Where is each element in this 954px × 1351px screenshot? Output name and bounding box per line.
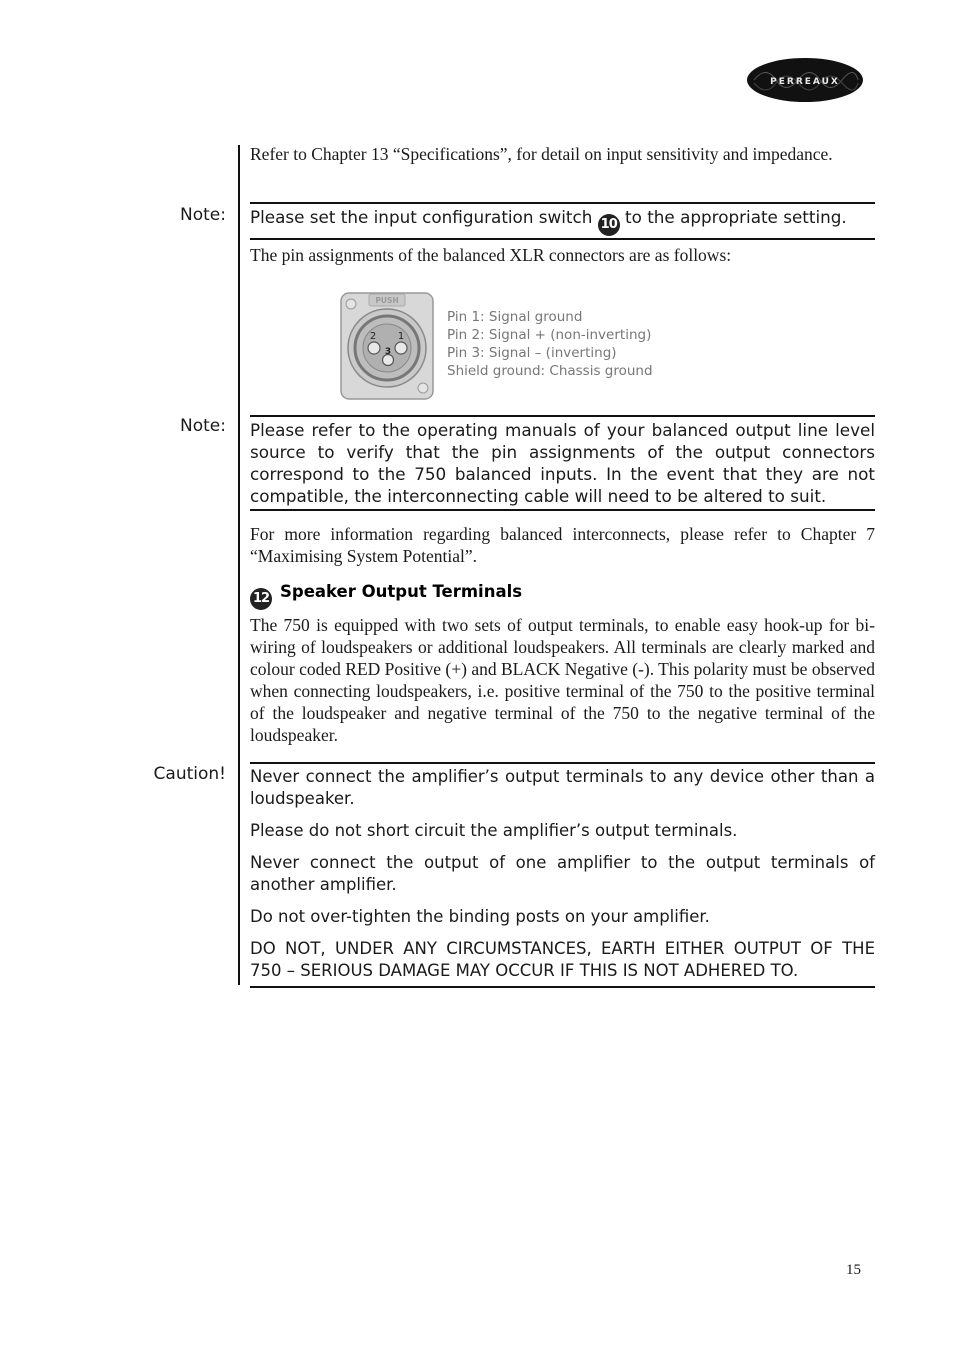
more-info-paragraph: For more information regarding balanced interconnects, please refer to Chapter 7 “Maximising System Potential”. [250, 524, 875, 566]
page-number: 15 [846, 1262, 861, 1278]
note1-text-after: to the appropriate setting. [619, 207, 847, 227]
pin-assignment-item: Pin 1: Signal ground [447, 309, 583, 325]
logo-text: PERREAUX [770, 77, 840, 87]
speaker-paragraph: The 750 is equipped with two sets of output terminals, to enable easy hook-up for bi-wiring of loudspeakers or additional loudspeakers. All terminals are clearly marked and colour coded RED Positive (+) and BLACK Negative (-). This polarity must be observed when connecting loudspeakers, i.e. positive terminal of the 750 to the positive terminal of the loudspeaker and negative terminal of the 750 to the negative terminal of the loudspeaker. [250, 615, 875, 745]
perreaux-logo [746, 57, 864, 103]
number-badge-10: 10 [598, 214, 620, 236]
caution-item: Do not over-tighten the binding posts on your amplifier. [250, 907, 710, 926]
pin-assignment-item: Pin 2: Signal + (non-inverting) [447, 327, 652, 343]
push-label: PUSH [375, 296, 399, 305]
speaker-section-heading [250, 582, 522, 610]
note1-text-before: Please set the input configuration switch [250, 207, 598, 227]
pin-intro-paragraph: The pin assignments of the balanced XLR connectors are as follows: [250, 245, 732, 265]
note-label-2: Note: [180, 416, 226, 436]
caution-item: DO NOT, UNDER ANY CIRCUMSTANCES, EARTH EITHER OUTPUT OF THE 750 – SERIOUS DAMAGE MAY OCCUR IF THIS IS NOT ADHERED TO. [250, 939, 875, 980]
note-box-2: Please refer to the operating manuals of your balanced output line level source to verify that the pin assignments of the output connectors correspond to the 750 balanced inputs. In the event that they are not compatible, the interconnecting cable will need to be altered to suit. [250, 415, 875, 511]
caution-item: Never connect the output of one amplifier to the output terminals of another amplifier. [250, 853, 875, 894]
xlr-pin-3-label: 3 [384, 347, 392, 357]
note-label-1: Note: [180, 205, 226, 225]
pin-assignment-item: Shield ground: Chassis ground [447, 363, 653, 379]
pin-assignment-list [447, 308, 653, 380]
margin-rule [238, 145, 240, 985]
number-badge-12: 12 [250, 588, 272, 610]
caution-item: Please do not short circuit the amplifier’s output terminals. [250, 821, 738, 840]
note-box-1 [250, 202, 875, 240]
xlr-connector-diagram [340, 292, 434, 400]
xlr-pin-1-label: 1 [397, 331, 405, 342]
caution-item: Never connect the amplifier’s output terminals to any device other than a loudspeaker. [250, 767, 875, 808]
caution-box [250, 762, 875, 988]
caution-label: Caution! [153, 764, 226, 784]
intro-paragraph: Refer to Chapter 13 “Specifications”, for detail on input sensitivity and impedance. [250, 144, 833, 164]
pin-assignment-item: Pin 3: Signal – (inverting) [447, 345, 617, 361]
speaker-section-title: Speaker Output Terminals [280, 582, 523, 601]
xlr-pin-2-label: 2 [369, 331, 377, 342]
